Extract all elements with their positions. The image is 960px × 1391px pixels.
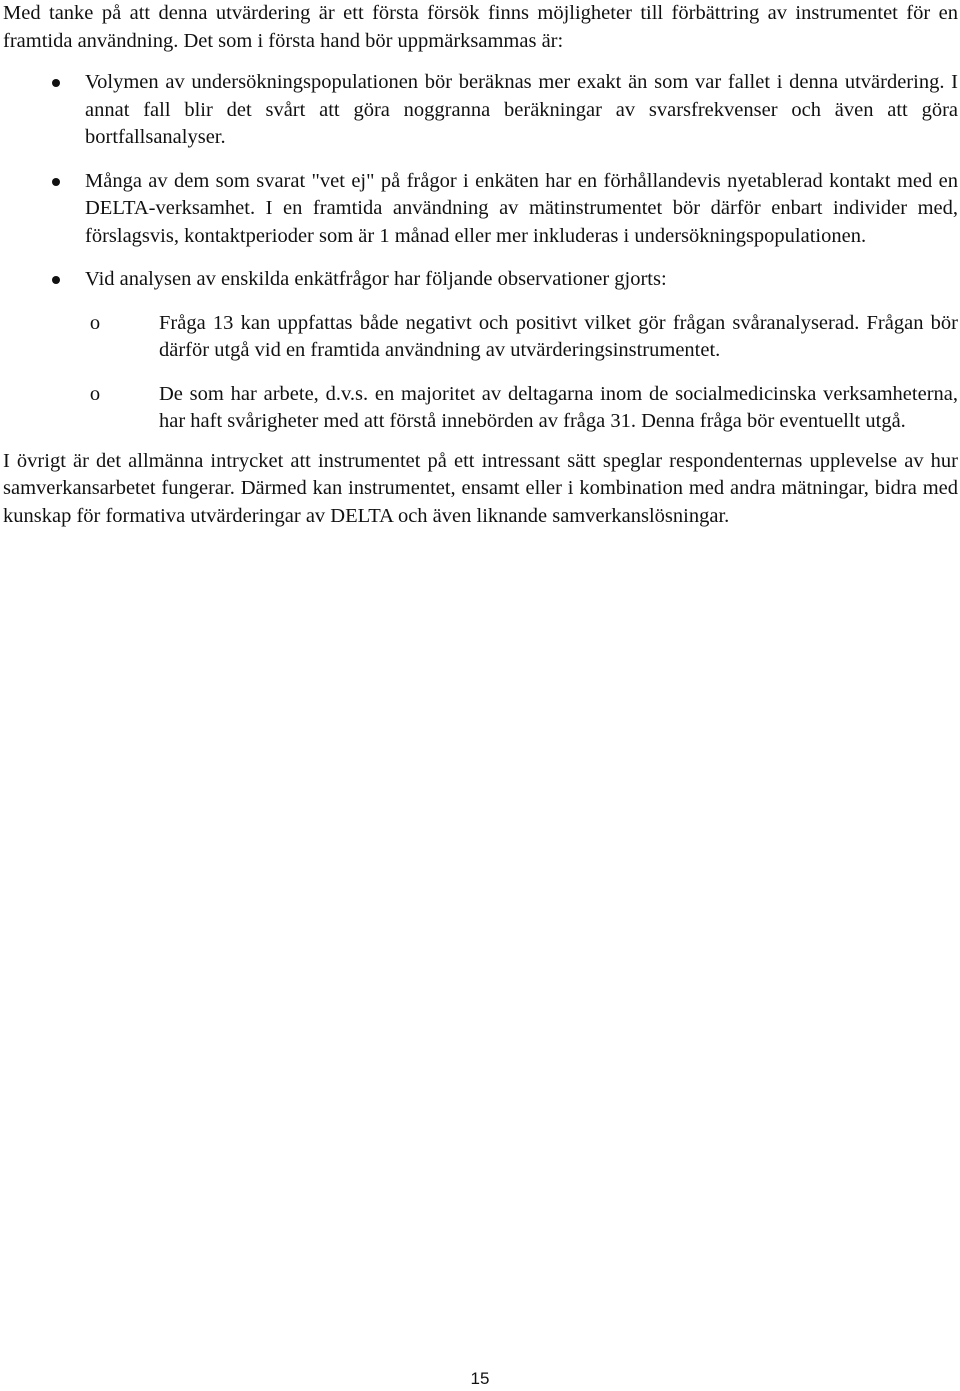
- bullet-icon: [52, 79, 60, 87]
- bullet-icon: [52, 276, 60, 284]
- sub-item: [85, 381, 958, 436]
- circle-bullet-icon: o: [89, 311, 101, 334]
- sub-item: [85, 310, 958, 365]
- bullet-item: [3, 266, 958, 436]
- page-number: 15: [470, 1369, 490, 1388]
- circle-bullet-icon: o: [89, 382, 101, 405]
- observation-sublist: [85, 310, 958, 436]
- document-page: [3, 0, 958, 530]
- intro-paragraph: Med tanke på att denna utvärdering är ett första försök finns möjligheter till förbättring av instrumentet för en framtida användning. Det som i första hand bör uppmärksammas är:: [3, 2, 958, 52]
- sub-item-text: Fråga 13 kan uppfattas både negativt och positivt vilket gör frågan svåranalyserad. Frågan bör därför utgå vid en framtida användning av utvärderingsinstrumentet.: [159, 311, 958, 361]
- bullet-text: Vid analysen av enskilda enkätfrågor har följande observationer gjorts:: [85, 268, 667, 290]
- bullet-text: Många av dem som svarat "vet ej" på frågor i enkäten har en förhållandevis nyetablerad kontakt med en DELTA-verksamhet. I en framtida användning av mätinstrumentet bör därför enbart individer med, förslagsvis, kontaktperioder som är 1 månad eller mer inkluderas i undersökningspopulationen.: [85, 169, 958, 247]
- bullet-item: [3, 69, 958, 152]
- closing-paragraph: I övrigt är det allmänna intrycket att instrumentet på ett intressant sätt speglar respondenternas upplevelse av hur samverkansarbetet fungerar. Därmed kan instrumentet, ensamt eller i kombination med andra mätningar, bidra med kunskap för formativa utvärderingar av DELTA och även liknande samverkanslösningar.: [3, 449, 958, 527]
- bullet-item: [3, 168, 958, 251]
- bullet-icon: [52, 178, 60, 186]
- recommendation-list: [3, 69, 958, 436]
- bullet-text: Volymen av undersökningspopulationen bör beräknas mer exakt än som var fallet i denna utvärdering. I annat fall blir det svårt att göra noggranna beräkningar av svarsfrekvenser och även att göra bortfallsanalyser.: [85, 71, 958, 148]
- sub-item-text: De som har arbete, d.v.s. en majoritet av deltagarna inom de socialmedicinska verksamheterna, har haft svårigheter med att förstå innebörden av fråga 31. Denna fråga bör eventuellt utgå.: [159, 382, 958, 432]
